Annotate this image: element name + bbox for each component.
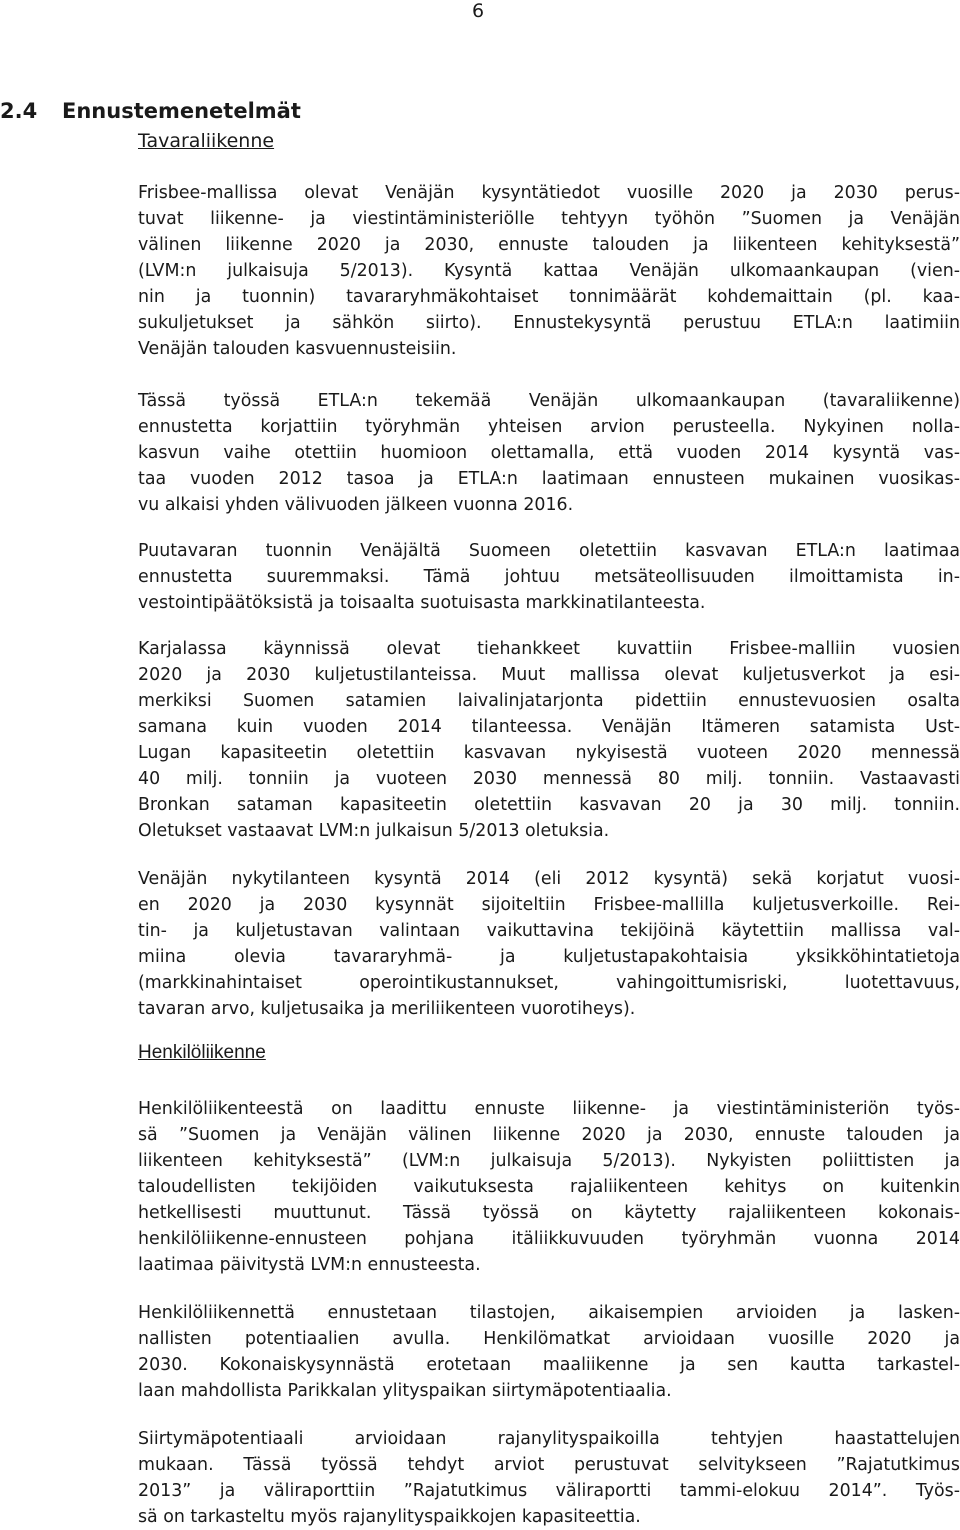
text-line: miina olevia tavararyhmä- ja kuljetustapakohtaisia yksikköhintatietoja bbox=[138, 947, 960, 967]
text-line: (markkinahintaiset operointikustannukset, vahingoittumisriski, luotettavuus, bbox=[138, 973, 960, 993]
paragraph-5 bbox=[138, 866, 960, 1022]
text-line: ennustetta suuremmaksi. Tämä johtuu metsäteollisuuden ilmoittamista in- bbox=[138, 567, 960, 587]
page-number: 6 bbox=[472, 0, 485, 22]
text-line: Bronkan sataman kapasiteetin oletettiin kasvavan 20 ja 30 milj. tonniin. bbox=[138, 795, 960, 815]
section-number: 2.4 bbox=[0, 99, 38, 123]
paragraph-6 bbox=[138, 1096, 960, 1278]
text-line: vu alkaisi yhden välivuoden jälkeen vuonna 2016. bbox=[138, 495, 574, 515]
text-line: merkiksi Suomen satamien laivalinjatarjonta pidettiin ennustevuosien osalta bbox=[138, 691, 960, 711]
section-title: Ennustemenetelmät bbox=[62, 99, 301, 123]
text-line: ennustetta korjattiin työryhmän yhteisen arvion perusteella. Nykyinen nolla- bbox=[138, 417, 960, 437]
text-line: sä ”Suomen ja Venäjän välinen liikenne 2020 ja 2030, ennuste talouden ja bbox=[138, 1125, 960, 1145]
text-line: nin ja tuonnin) tavararyhmäkohtaiset tonnimäärät kohdemaittain (pl. kaa- bbox=[138, 287, 960, 307]
text-line: laan mahdollista Parikkalan ylityspaikan siirtymäpotentiaalia. bbox=[138, 1381, 672, 1401]
text-line: henkilöliikenne-ennusteen pohjana itäliikkuvuuden työryhmän vuonna 2014 bbox=[138, 1229, 960, 1249]
paragraph-1 bbox=[138, 180, 960, 362]
text-line: Henkilöliikenteestä on laadittu ennuste liikenne- ja viestintäministeriön työs- bbox=[138, 1099, 960, 1119]
text-line: Henkilöliikennettä ennustetaan tilastojen, aikaisempien arvioiden ja lasken- bbox=[138, 1303, 960, 1323]
text-line: Venäjän talouden kasvuennusteisiin. bbox=[138, 339, 457, 359]
text-line: mukaan. Tässä työssä tehdyt arviot perustuvat selvitykseen ”Rajatutkimus bbox=[138, 1455, 960, 1475]
text-line: liikenteen kehityksestä” (LVM:n julkaisuja 5/2013). Nykyisten poliittisten ja bbox=[138, 1151, 960, 1171]
text-line: Frisbee-mallissa olevat Venäjän kysyntätiedot vuosille 2020 ja 2030 perus- bbox=[138, 183, 960, 203]
text-line: tin- ja kuljetustavan valintaan vaikuttavina tekijöinä käytettiin mallissa val- bbox=[138, 921, 960, 941]
text-line: Puutavaran tuonnin Venäjältä Suomeen oletettiin kasvavan ETLA:n laatimaa bbox=[138, 541, 960, 561]
paragraph-3 bbox=[138, 538, 960, 616]
text-line: vestointipäätöksistä ja toisaalta suotuisasta markkinatilanteesta. bbox=[138, 593, 706, 613]
subheading-passenger: Henkilöliikenne bbox=[138, 1042, 266, 1063]
text-line: 40 milj. tonniin ja vuoteen 2030 mennessä 80 milj. tonniin. Vastaavasti bbox=[138, 769, 960, 789]
text-line: en 2020 ja 2030 kysynnät sijoiteltiin Frisbee-mallilla kuljetusverkoille. Rei- bbox=[138, 895, 960, 915]
paragraph-8 bbox=[138, 1426, 960, 1530]
text-line: Lugan kapasiteetin oletettiin kasvavan nykyisestä vuoteen 2020 mennessä bbox=[138, 743, 960, 763]
text-line: välinen liikenne 2020 ja 2030, ennuste talouden ja liikenteen kehityksestä” bbox=[138, 235, 960, 255]
text-line: Karjalassa käynnissä olevat tiehankkeet kuvattiin Frisbee-malliin vuosien bbox=[138, 639, 960, 659]
text-line: hetkellisesti muuttunut. Tässä työssä on käytetty rajaliikenteen kokonais- bbox=[138, 1203, 960, 1223]
text-line: tavaran arvo, kuljetusaika ja meriliikenteen vuorotiheys). bbox=[138, 999, 636, 1019]
text-line: Venäjän nykytilanteen kysyntä 2014 (eli 2012 kysyntä) sekä korjatut vuosi- bbox=[138, 869, 960, 889]
section-heading bbox=[0, 99, 301, 123]
text-line: sä on tarkasteltu myös rajanylityspaikkojen kapasiteettia. bbox=[138, 1507, 641, 1527]
text-line: 2020 ja 2030 kuljetustilanteissa. Muut mallissa olevat kuljetusverkot ja esi- bbox=[138, 665, 960, 685]
text-line: (LVM:n julkaisuja 5/2013). Kysyntä kattaa Venäjän ulkomaankaupan (vien- bbox=[138, 261, 960, 281]
text-line: tuvat liikenne- ja viestintäministeriölle tehtyyn työhön ”Suomen ja Venäjän bbox=[138, 209, 960, 229]
paragraph-7 bbox=[138, 1300, 960, 1404]
paragraph-2 bbox=[138, 388, 960, 518]
text-line: samana kuin vuoden 2014 tilanteessa. Venäjän Itämeren satamista Ust- bbox=[138, 717, 960, 737]
text-line: sukuljetukset ja sähkön siirto). Ennustekysyntä perustuu ETLA:n laatimiin bbox=[138, 313, 960, 333]
text-line: 2030. Kokonaiskysynnästä erotetaan maaliikenne ja sen kautta tarkastel- bbox=[138, 1355, 960, 1375]
text-line: 2013” ja väliraporttiin ”Rajatutkimus väliraportti tammi-elokuu 2014”. Työs- bbox=[138, 1481, 960, 1501]
text-line: Oletukset vastaavat LVM:n julkaisun 5/2013 oletuksia. bbox=[138, 821, 610, 841]
text-line: nallisten potentiaalien avulla. Henkilömatkat arvioidaan vuosille 2020 ja bbox=[138, 1329, 960, 1349]
subheading-freight: Tavaraliikenne bbox=[138, 130, 275, 152]
paragraph-4 bbox=[138, 636, 960, 844]
text-line: Siirtymäpotentiaali arvioidaan rajanylityspaikoilla tehtyjen haastattelujen bbox=[138, 1429, 960, 1449]
text-line: laatimaa päivitystä LVM:n ennusteesta. bbox=[138, 1255, 481, 1275]
text-line: Tässä työssä ETLA:n tekemää Venäjän ulkomaankaupan (tavaraliikenne) bbox=[138, 391, 960, 411]
text-line: taloudellisten tekijöiden vaikutuksesta rajaliikenteen kehitys on kuitenkin bbox=[138, 1177, 960, 1197]
text-line: kasvun vaihe otettiin huomioon olettamalla, että vuoden 2014 kysyntä vas- bbox=[138, 443, 960, 463]
text-line: taa vuoden 2012 tasoa ja ETLA:n laatimaan ennusteen mukainen vuosikas- bbox=[138, 469, 960, 489]
